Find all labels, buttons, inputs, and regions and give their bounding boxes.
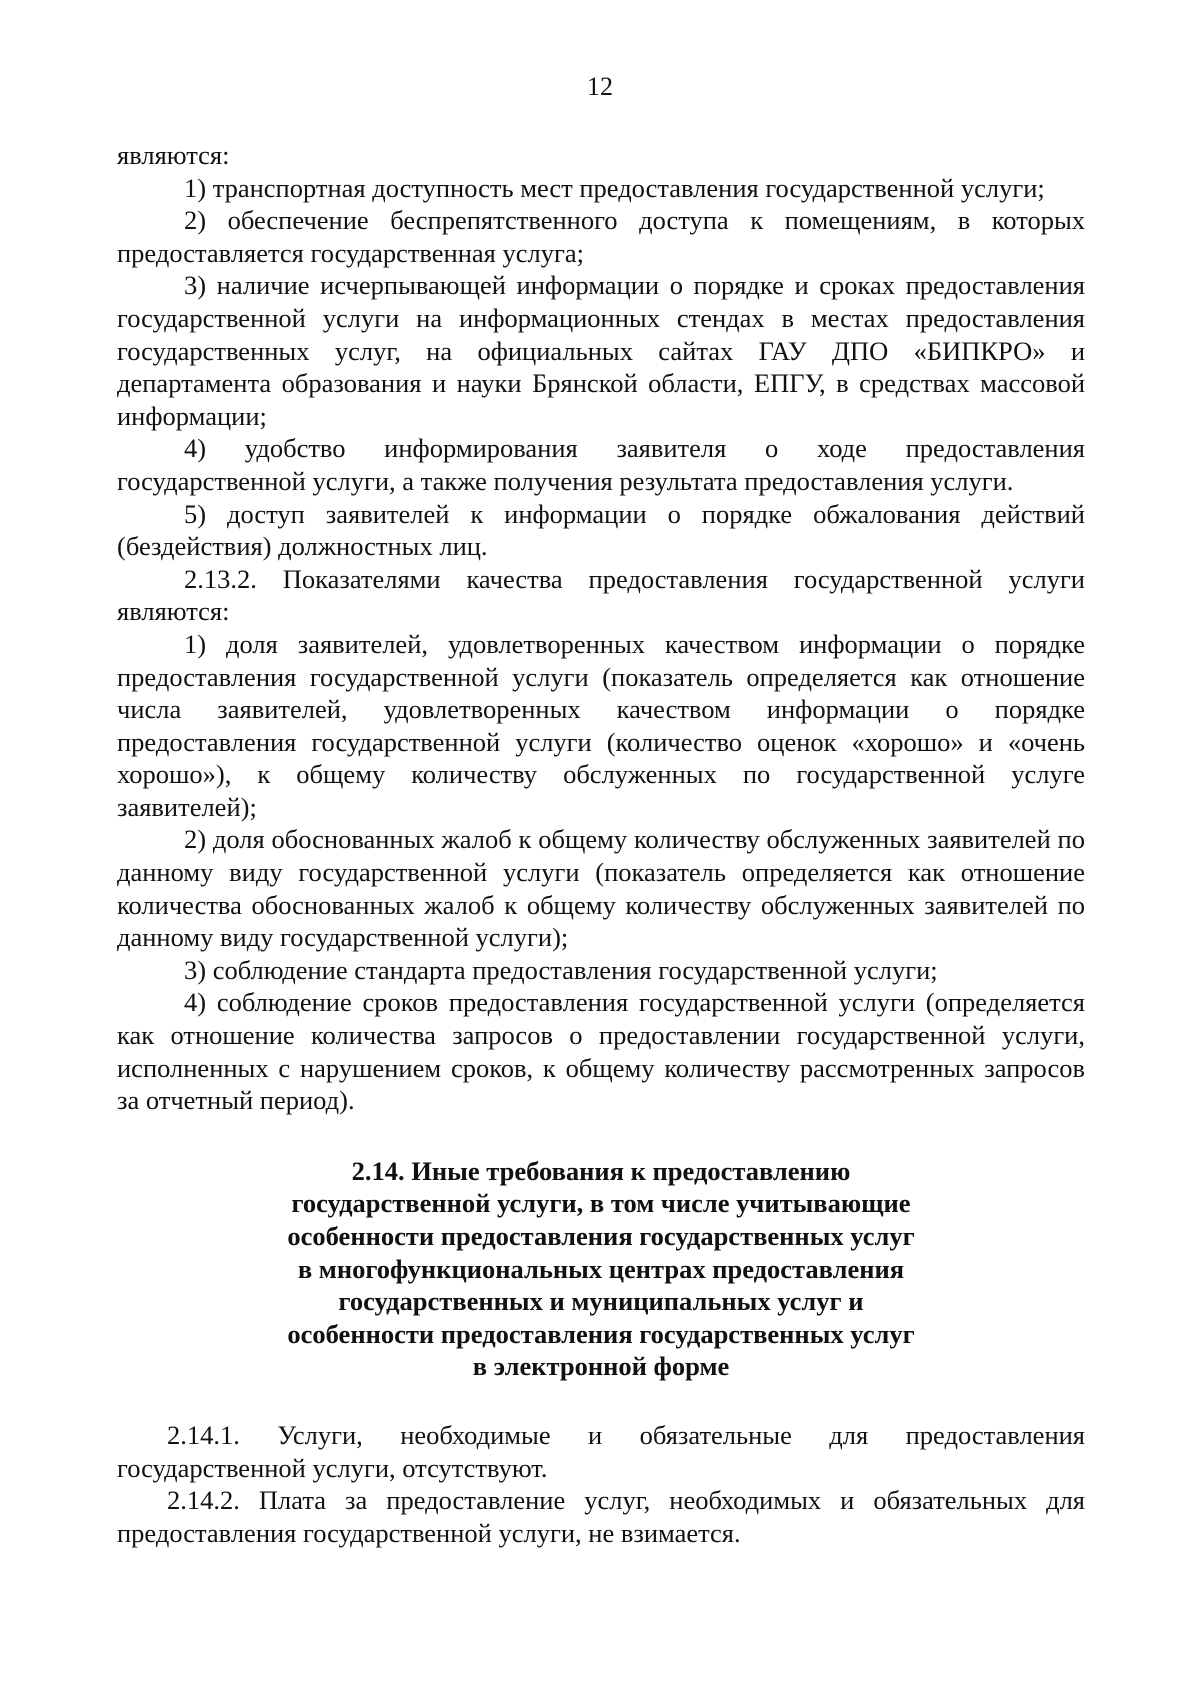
paragraph: 2.13.2. Показателями качества предоставления государственной услуги являются: [117,563,1085,627]
paragraph: являются: [117,140,230,170]
heading-line: государственных и муниципальных услуг и [338,1286,864,1317]
paragraph: 3) соблюдение стандарта предоставления государственной услуги; [184,954,938,985]
paragraph: 3) наличие исчерпывающей информации о порядке и сроках предоставления государственной услуги на информационных стендах в местах предоставления государственных услуг, на официальных сайтах ГАУ ДПО «БИПКРО» и департамента образования и науки Брянской области, ЕПГУ, в средствах массовой информации; [117,270,1085,431]
paragraph: 2.14.2. Плата за предоставление услуг, необходимых и обязательных для предоставления государственной услуги, не взимается. [117,1485,1085,1548]
paragraph: 4) удобство информирования заявителя о ходе предоставления государственной услуги, а также получения результата предоставления услуги. [117,433,1085,496]
paragraph: 1) транспортная доступность мест предоставления государственной услуги; [184,172,1045,203]
section-2-14-text [117,1419,1085,1549]
paragraph: 2) обеспечение беспрепятственного доступа к помещениям, в которых предоставляется государственная услуга; [117,205,1085,268]
paragraph: 2) доля обоснованных жалоб к общему количеству обслуженных заявителей по данному виду государственной услуги (показатель определяется как отношение количества обоснованных жалоб к общему количеству обслуженных заявителей по данному виду государственной услуги); [117,824,1085,953]
paragraph: 2.14.1. Услуги, необходимые и обязательные для предоставления государственной услуги, отсутствуют. [117,1419,1085,1483]
heading-line: особенности предоставления государственных услуг [287,1221,915,1251]
paragraph: 4) соблюдение сроков предоставления государственной услуги (определяется как отношение количества запросов о предоставлении государственной услуги, исполненных с нарушением сроков, к общему количеству рассмотренных запросов за отчетный период). [117,987,1085,1116]
paragraph: 1) доля заявителей, удовлетворенных качеством информации о порядке предоставления государственной услуги (показатель определяется как отношение числа заявителей, удовлетворенных качеством информации о порядке предоставления государственной услуги (количество оценок «хорошо» и «очень хорошо»), к общему количеству обслуженных по государственной услуге заявителей); [117,628,1085,822]
page-number: 12 [587,72,613,101]
document-body [117,139,1085,1549]
heading-line: 2.14. Иные требования к предоставлению [351,1155,851,1186]
heading-line: в многофункциональных центрах предоставления [297,1253,905,1284]
paragraph: 5) доступ заявителей к информации о порядке обжалования действий (бездействия) должностных лиц. [117,498,1085,562]
heading-line: в электронной форме [472,1351,730,1382]
section-2-13-text [117,139,1085,1117]
heading-line: особенности предоставления государственных услуг [287,1318,915,1349]
heading-line: государственной услуги, в том числе учитывающие [291,1188,911,1219]
section-2-14-heading [117,1155,1085,1383]
